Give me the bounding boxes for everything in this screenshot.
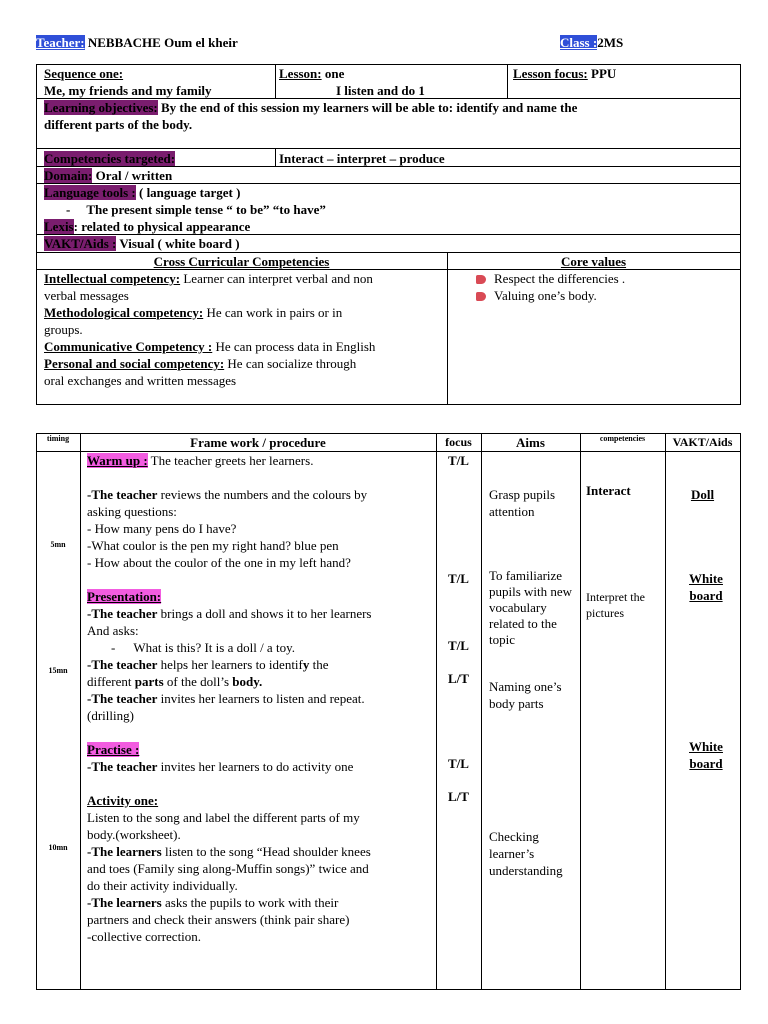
procedure-cell: Warm up : The teacher greets her learners. -The teacher reviews the numbers and the colours by asking questions: - How many pens do I have? -What coulor is the pen my right hand? blue pen - How about the coulor of the one in my left hand? Presentation: -The teacher brings a doll and shows it to her learners And asks: - What is this? It is a doll / a toy. -The teacher helps her learners to identify the different parts of the doll’s body. -The teacher invites her learners to listen and repeat. (drilling) Practise : -The teacher invites her learners to do activity one Activity one: Listen to the song and label the different parts of my body.(worksheet). -The learners listen to the song “Head shoulder knees and toes (Family sing along-Muffin songs)” twice and do their activity individually. -The learners asks the pupils to work with their partners and check their answers (think pair share) -collective correction. bbox=[87, 452, 430, 945]
class-label: Class : bbox=[560, 35, 598, 50]
core-values-list bbox=[476, 270, 625, 304]
personal-social-label: Personal and social competency: bbox=[44, 356, 225, 371]
lexis-label: Lexis bbox=[44, 219, 74, 234]
class-line bbox=[560, 34, 623, 51]
lesson-number: one bbox=[324, 66, 345, 81]
methodological-text: He can work in pairs or in bbox=[203, 305, 343, 320]
timing-presentation: 15mn bbox=[48, 666, 68, 675]
lesson-label: Lesson: bbox=[279, 66, 322, 81]
objectives-label: Learning objectives: bbox=[44, 100, 158, 115]
focus-value: L/T bbox=[448, 789, 469, 804]
domain-cell bbox=[44, 167, 172, 184]
objectives-cell bbox=[44, 99, 734, 133]
communicative-text: He can process data in English bbox=[212, 339, 376, 354]
question-3: - How about the coulor of the one in my left hand? bbox=[87, 555, 351, 570]
sequence-cell bbox=[44, 65, 212, 99]
teacher-line bbox=[36, 34, 238, 51]
aim-familiarize: To familiarize pupils with new vocabulary related to the topic bbox=[489, 568, 573, 647]
objectives-text: By the end of this session my learners will be able to: identify and name the bbox=[160, 100, 578, 115]
focus-value: T/L bbox=[448, 571, 469, 586]
aid-white-board-2: White board bbox=[689, 739, 723, 771]
language-tools-value: ( language target ) bbox=[135, 185, 241, 200]
language-tools-label: Language tools : bbox=[44, 185, 136, 200]
competency-interpret: Interpret the pictures bbox=[586, 590, 645, 620]
lesson-cell bbox=[279, 65, 504, 99]
competency-interact: Interact bbox=[586, 483, 631, 498]
competencies-targeted-label: Competencies targeted: bbox=[44, 151, 176, 166]
competencies-targeted-value: Interact – interpret – produce bbox=[279, 151, 445, 166]
activity-label: Activity one: bbox=[87, 793, 159, 808]
language-item-dash: - bbox=[66, 202, 71, 217]
bullet-icon bbox=[476, 275, 486, 284]
domain-label: Domain: bbox=[44, 168, 93, 183]
question-2: -What coulor is the pen my right hand? blue pen bbox=[87, 538, 339, 553]
aid-white-board-1: White board bbox=[689, 571, 723, 603]
presentation-label: Presentation: bbox=[87, 589, 162, 604]
lexis-value: : related to physical appearance bbox=[73, 219, 251, 234]
teacher-name: NEBBACHE Oum el kheir bbox=[87, 35, 238, 50]
sequence-label: Sequence one: bbox=[44, 66, 124, 81]
core-value-item: Respect the differencies . bbox=[476, 270, 625, 287]
aim-grasp-attention: Grasp pupils attention bbox=[489, 487, 556, 519]
vakt-value: Visual ( white board ) bbox=[116, 236, 240, 251]
language-tools-cell bbox=[44, 184, 326, 235]
lesson-focus-value: PPU bbox=[591, 66, 617, 81]
bullet-icon bbox=[476, 292, 486, 301]
header-focus: focus bbox=[445, 435, 472, 449]
ccc-list bbox=[44, 270, 444, 389]
core-value-item: Valuing one’s body. bbox=[476, 287, 625, 304]
warmup-label: Warm up : bbox=[87, 453, 148, 468]
header-aims: Aims bbox=[516, 435, 545, 450]
competencies-targeted-cell bbox=[44, 150, 175, 167]
focus-value: T/L bbox=[448, 453, 469, 468]
focus-value: T/L bbox=[448, 756, 469, 771]
core-values-heading: Core values bbox=[560, 254, 627, 269]
lesson-focus-label: Lesson focus: bbox=[513, 66, 588, 81]
objectives-text-2: different parts of the body. bbox=[44, 117, 193, 132]
practise-label: Practise : bbox=[87, 742, 140, 757]
question-1: - How many pens do I have? bbox=[87, 521, 237, 536]
class-value: 2MS bbox=[597, 35, 624, 50]
communicative-label: Communicative Competency : bbox=[44, 339, 213, 354]
header-competencies: competencies bbox=[599, 434, 646, 443]
teacher-label: Teacher: bbox=[36, 35, 85, 50]
intellectual-text-2: verbal messages bbox=[44, 288, 129, 303]
timing-practise: 10mn bbox=[48, 843, 68, 852]
header-frame-work: Frame work / procedure bbox=[190, 435, 326, 450]
language-item: The present simple tense “ to be” “to have” bbox=[86, 202, 326, 217]
header-vakt: VAKT/Aids bbox=[672, 435, 733, 449]
personal-social-text-2: oral exchanges and written messages bbox=[44, 373, 237, 388]
header-timing: timing bbox=[46, 434, 70, 443]
timing-warmup: 5mn bbox=[50, 540, 66, 549]
focus-value: L/T bbox=[448, 671, 469, 686]
focus-value: T/L bbox=[448, 638, 469, 653]
ccc-heading: Cross Curricular Competencies bbox=[153, 254, 330, 269]
intellectual-text: Learner can interpret verbal and non bbox=[180, 271, 373, 286]
aim-naming-parts: Naming one’s body parts bbox=[489, 679, 562, 711]
methodological-label: Methodological competency: bbox=[44, 305, 204, 320]
vakt-cell bbox=[44, 235, 240, 252]
sequence-title: Me, my friends and my family bbox=[44, 83, 212, 98]
methodological-text-2: groups. bbox=[44, 322, 83, 337]
vakt-label: VAKT/Aids : bbox=[44, 236, 117, 251]
aid-doll: Doll bbox=[690, 487, 715, 502]
warmup-text: The teacher greets her learners. bbox=[147, 453, 314, 468]
aim-checking: Checking learner’s understanding bbox=[489, 829, 563, 878]
personal-social-text: He can socialize through bbox=[224, 356, 357, 371]
lesson-focus-cell bbox=[513, 65, 616, 82]
domain-value: Oral / written bbox=[92, 168, 173, 183]
lesson-title: I listen and do 1 bbox=[336, 83, 425, 98]
intellectual-label: Intellectual competency: bbox=[44, 271, 181, 286]
